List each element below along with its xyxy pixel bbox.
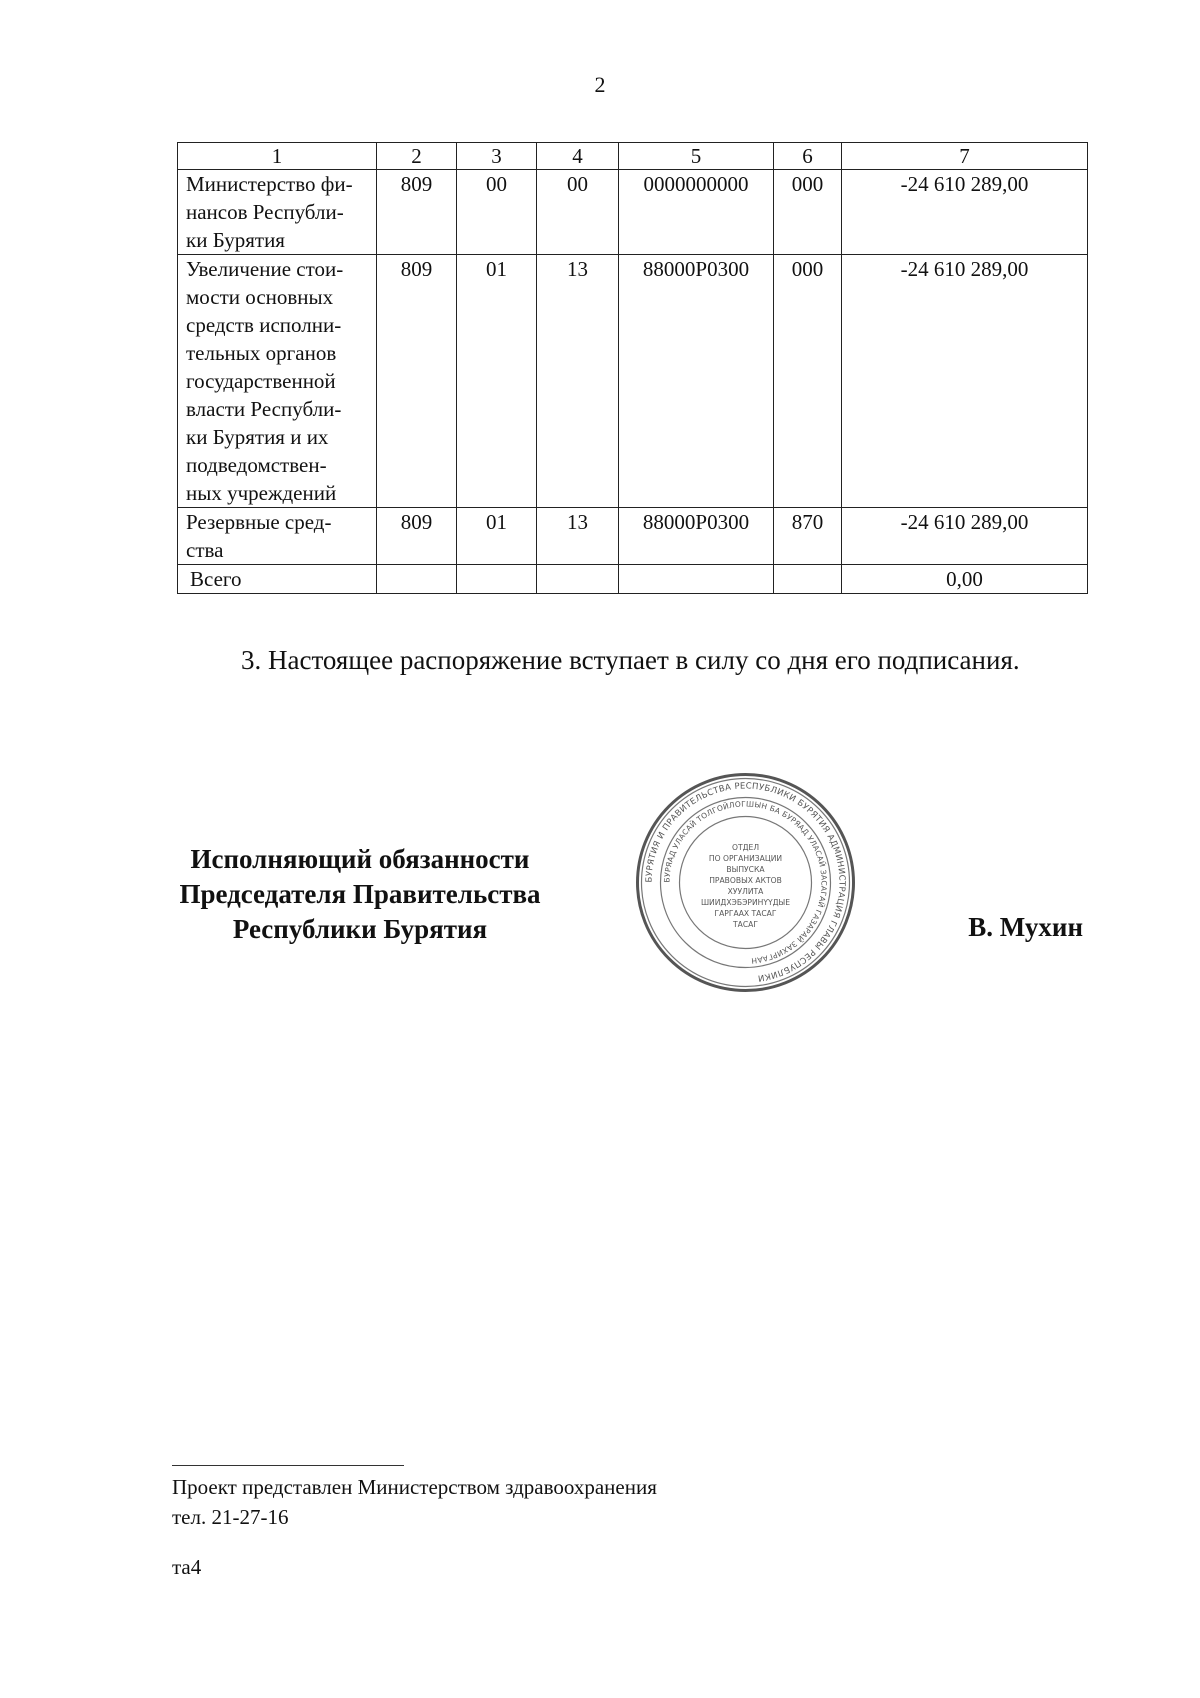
stamp-center-line: ОТДЕЛ <box>731 843 760 852</box>
page-number: 2 <box>594 72 606 97</box>
table-cell: 13 <box>537 508 619 565</box>
row-name: Увеличение стои- мости основных средств исполни- тельных органов государственной власти Республи- ки Бурятия и их подведомствен- ных учреждений <box>178 255 377 508</box>
column-header: 6 <box>774 143 842 170</box>
table-cell <box>774 565 842 594</box>
table-cell: 0000000000 <box>619 170 774 255</box>
row-name: Министерство фи- нансов Республи- ки Бурятия <box>178 170 377 255</box>
column-header: 2 <box>377 143 457 170</box>
table-cell: 88000P0300 <box>619 255 774 508</box>
table-row <box>178 170 1088 255</box>
stamp-center-line: ГАРГААХ ТАСАГ <box>714 909 777 918</box>
table-cell: 809 <box>377 255 457 508</box>
amount-cell: -24 610 289,00 <box>842 508 1088 565</box>
stamp-outer-text: БУРЯТИЯ И ПРАВИТЕЛЬСТВА РЕСПУБЛИКИ БУРЯТИЯ АДМИНИСТРАЦИЯ ГЛАВЫ РЕСПУБЛИКИ <box>644 781 847 983</box>
table-cell <box>377 565 457 594</box>
table-cell: 809 <box>377 508 457 565</box>
table-cell: 000 <box>774 255 842 508</box>
stamp-center-line: ХУУЛИТА <box>727 887 764 896</box>
amount-cell: -24 610 289,00 <box>842 255 1088 508</box>
footnote <box>172 1472 657 1532</box>
total-row <box>178 565 1088 594</box>
table-cell: 01 <box>457 508 537 565</box>
table-cell <box>537 565 619 594</box>
stamp-center-line: ПО ОРГАНИЗАЦИИ <box>708 854 783 863</box>
position-line: Исполняющий обязанности <box>190 844 530 874</box>
stamp-center-line: ВЫПУСКА <box>726 865 765 874</box>
footnote-line: тел. 21-27-16 <box>172 1505 289 1529</box>
table-cell: 00 <box>537 170 619 255</box>
table-cell: 870 <box>774 508 842 565</box>
column-header: 1 <box>178 143 377 170</box>
stamp-inner-text: БУРЯАД УЛАСАЙ ТОЛГОЙЛОГШЫН БА БУРЯАД УЛАСАЙ ЗАСАГАЙ ГАЗАРАЙ ЗАХИРГААН <box>662 799 829 966</box>
footnote-line: Проект представлен Министерством здравоохранения <box>172 1475 657 1499</box>
column-header: 7 <box>842 143 1088 170</box>
stamp-center-line: ШИИДХЭБЭРИНҮҮДЫЕ <box>700 898 791 907</box>
amount-cell: -24 610 289,00 <box>842 170 1088 255</box>
table-cell: 13 <box>537 255 619 508</box>
table-cell: 01 <box>457 255 537 508</box>
position-line: Председателя Правительства <box>179 879 541 909</box>
row-name: Резервные сред- ства <box>178 508 377 565</box>
position-line: Республики Бурятия <box>232 914 488 944</box>
document-code: та4 <box>172 1555 202 1579</box>
stamp-center-line: ТАСАГ <box>733 920 758 929</box>
table-row <box>178 508 1088 565</box>
signatory-position <box>150 842 570 947</box>
official-stamp-seal <box>633 770 858 995</box>
table-cell: 88000P0300 <box>619 508 774 565</box>
total-label: Всего <box>178 565 377 594</box>
table-cell <box>619 565 774 594</box>
table-cell: 809 <box>377 170 457 255</box>
footnote-divider <box>172 1465 404 1466</box>
effective-date-paragraph: 3. Настоящее распоряжение вступает в силу со дня его подписания. <box>241 645 1020 675</box>
table-cell: 00 <box>457 170 537 255</box>
column-header: 5 <box>619 143 774 170</box>
signatory-name: В. Мухин <box>968 912 1083 942</box>
budget-table <box>177 142 1088 594</box>
column-header: 3 <box>457 143 537 170</box>
table-cell: 000 <box>774 170 842 255</box>
table-row <box>178 255 1088 508</box>
table-cell <box>457 565 537 594</box>
stamp-center-line: ПРАВОВЫХ АКТОВ <box>709 876 782 885</box>
total-value: 0,00 <box>842 565 1088 594</box>
column-header: 4 <box>537 143 619 170</box>
table-header-row <box>178 143 1088 170</box>
